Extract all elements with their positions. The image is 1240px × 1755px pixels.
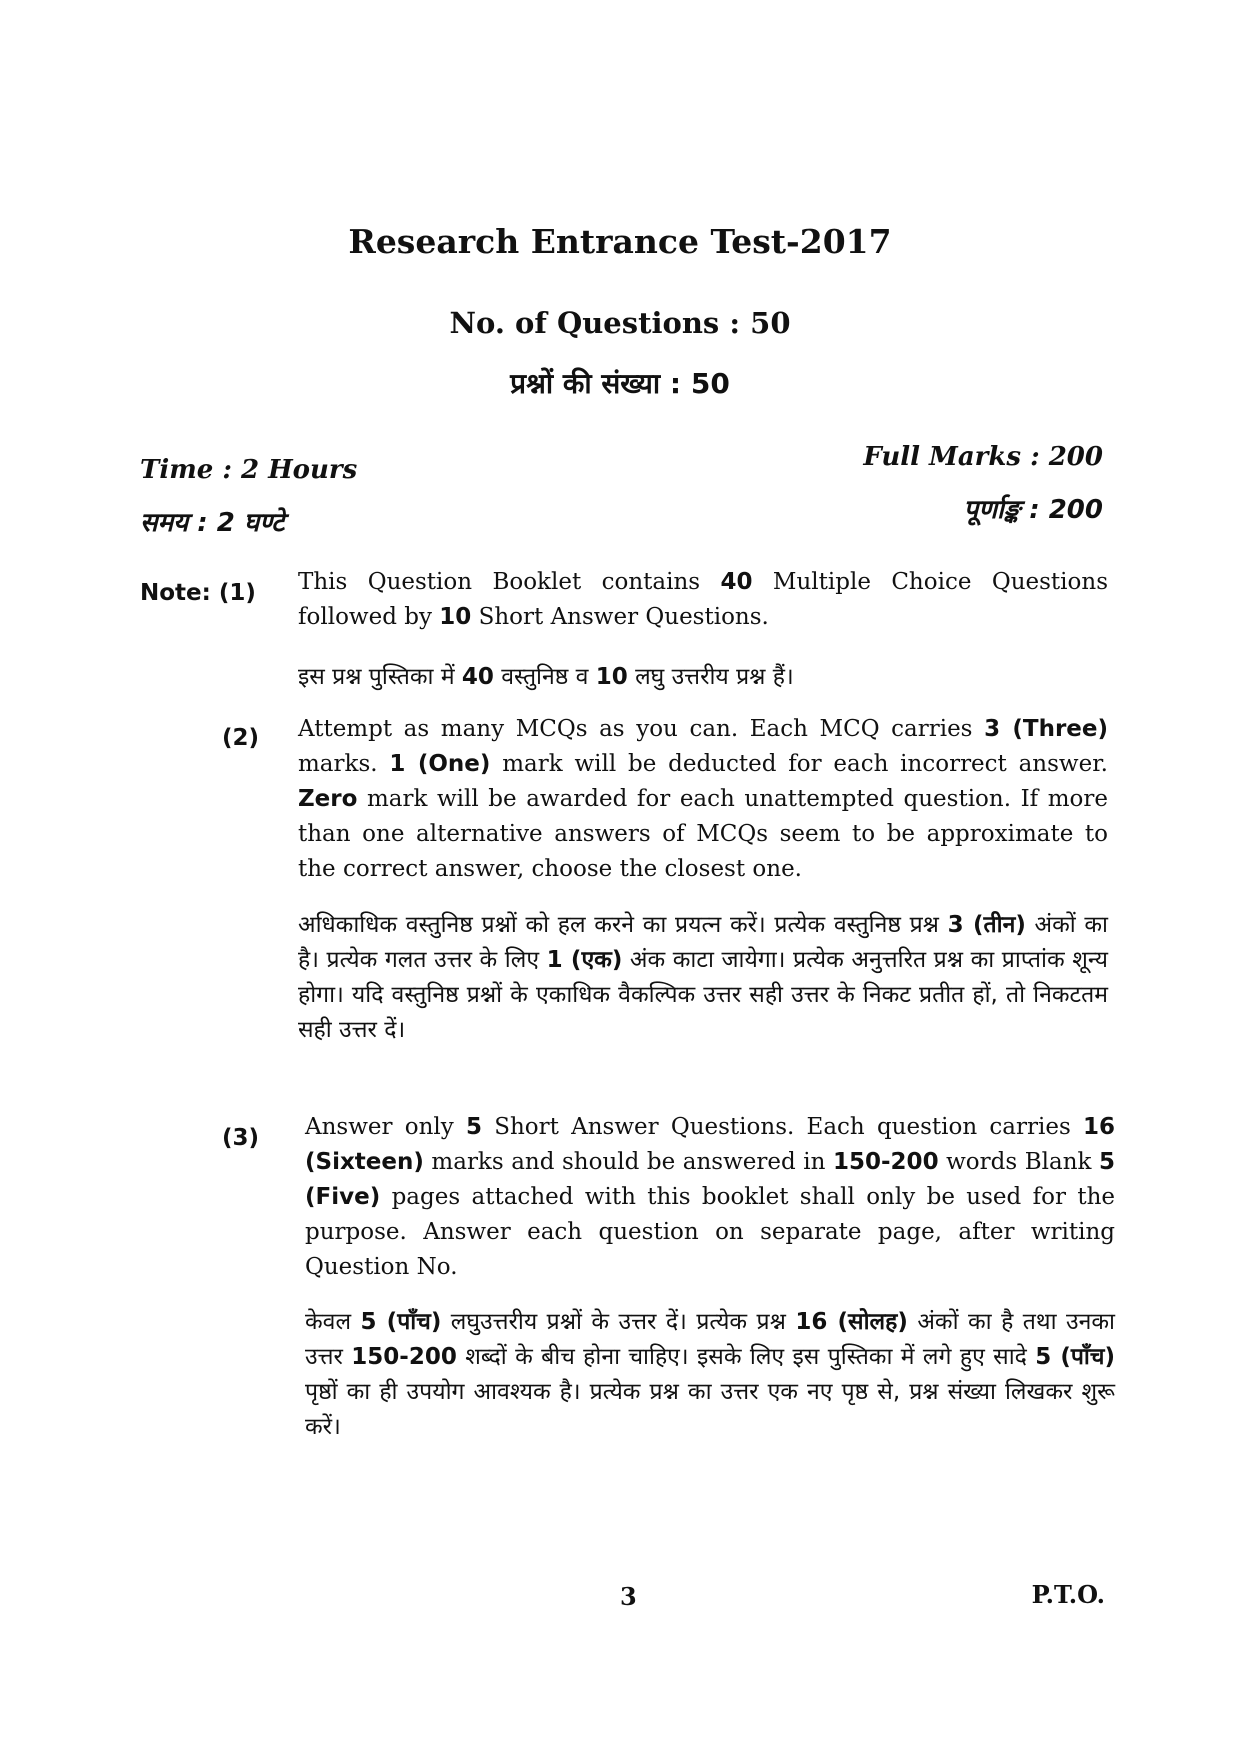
text: लघुउत्तरीय प्रश्नों के उत्तर दें। प्रत्येक प्रश्न: [441, 1309, 796, 1335]
text: पृष्ठों का ही उपयोग आवश्यक है। प्रत्येक प्रश्न का उत्तर एक नए पृष्ठ से, प्रश्न संख्या लिखकर शुरू करें।: [305, 1379, 1115, 1440]
full-marks-en: Full Marks : 200: [863, 442, 1103, 472]
bold-text: 10: [595, 664, 628, 690]
text: Answer only: [305, 1114, 466, 1140]
full-marks-hi: पूर्णाङ्क : 200: [963, 495, 1103, 525]
text: pages attached with this booklet shall only be used for the purpose. Answer each question on separate page, after writing Question No.: [305, 1184, 1115, 1280]
bold-text: 1 (One): [389, 751, 491, 777]
bold-text: 5 (पाँच): [360, 1309, 442, 1335]
text: mark will be deducted for each incorrect answer.: [490, 751, 1108, 777]
text: लघु उत्तरीय प्रश्न हैं।: [627, 664, 794, 690]
page-number: 3: [620, 1582, 637, 1611]
bold-text: 1 (एक): [546, 947, 623, 973]
text: words Blank: [938, 1149, 1099, 1175]
text: Short Answer Questions.: [471, 604, 769, 630]
note-1-number: (1): [218, 580, 256, 606]
note-1-en: [298, 565, 1108, 635]
bold-text: 150-200: [833, 1149, 939, 1175]
number-of-questions-en: No. of Questions : 50: [449, 306, 791, 340]
note-3-en: [305, 1110, 1115, 1285]
bold-text: 3 (तीन): [947, 912, 1026, 938]
bold-text: 3 (Three): [984, 716, 1109, 742]
text: Short Answer Questions. Each question carries: [482, 1114, 1083, 1140]
number-of-questions-hi: प्रश्नों की संख्या : 50: [510, 367, 730, 400]
note-1-hi: [298, 660, 1108, 695]
bold-text: 150-200: [351, 1344, 457, 1370]
text: This Question Booklet contains: [298, 569, 721, 595]
note-2-en: [298, 712, 1108, 887]
text: शब्दों के बीच होना चाहिए। इसके लिए इस पुस्तिका में लगे हुए सादे: [456, 1344, 1036, 1370]
text: Attempt as many MCQs as you can. Each MCQ carries: [298, 716, 985, 742]
text: Multiple Choice Questions followed by: [298, 569, 1108, 630]
text: केवल: [305, 1309, 361, 1335]
note-label: [140, 580, 256, 606]
text: अधिकाधिक वस्तुनिष्ठ प्रश्नों को हल करने का प्रयत्न करें। प्रत्येक वस्तुनिष्ठ प्रश्न: [298, 912, 948, 938]
note-3-number: (3): [222, 1125, 260, 1151]
bold-text: 40: [461, 664, 494, 690]
note-2-hi: [298, 908, 1108, 1048]
bold-text: 5 (पाँच): [1035, 1344, 1115, 1370]
time-en: Time : 2 Hours: [140, 455, 358, 485]
text: अंक काटा जायेगा। प्रत्येक अनुत्तरित प्रश्न का प्राप्तांक शून्य होगा। यदि वस्तुनिष्ठ प्रश्नों के एकाधिक वैकल्पिक उत्तर सही उत्तर के निकट प्रतीत हों, तो निकटतम सही उत्तर दें।: [298, 947, 1108, 1043]
text: इस प्रश्न पुस्तिका में: [298, 664, 462, 690]
text: mark will be awarded for each unattempted question. If more than one alternative answers of MCQs seem to be approximate to the correct answer, choose the closest one.: [298, 786, 1108, 882]
bold-text: 10: [439, 604, 472, 630]
page-title: Research Entrance Test-2017: [348, 222, 892, 261]
pto-label: P.T.O.: [1031, 1580, 1105, 1609]
text: marks.: [298, 751, 390, 777]
text: अंकों का है। प्रत्येक गलत उत्तर के लिए: [298, 912, 1109, 973]
bold-text: 5: [465, 1114, 482, 1140]
text: marks and should be answered in: [423, 1149, 833, 1175]
text: वस्तुनिष्ठ व: [493, 664, 596, 690]
bold-text: Zero: [298, 786, 358, 812]
bold-text: 5 (Five): [305, 1149, 1115, 1210]
note-3-hi: [305, 1305, 1115, 1445]
note-2-number: (2): [222, 725, 260, 751]
time-hi: समय : 2 घण्टे: [140, 508, 285, 538]
bold-text: 40: [720, 569, 753, 595]
bold-text: 16 (Sixteen): [305, 1114, 1115, 1175]
bold-text: 16 (सोलह): [795, 1309, 908, 1335]
note-label-text: Note:: [140, 580, 211, 606]
text: अंकों का है तथा उनका उत्तर: [305, 1309, 1115, 1370]
